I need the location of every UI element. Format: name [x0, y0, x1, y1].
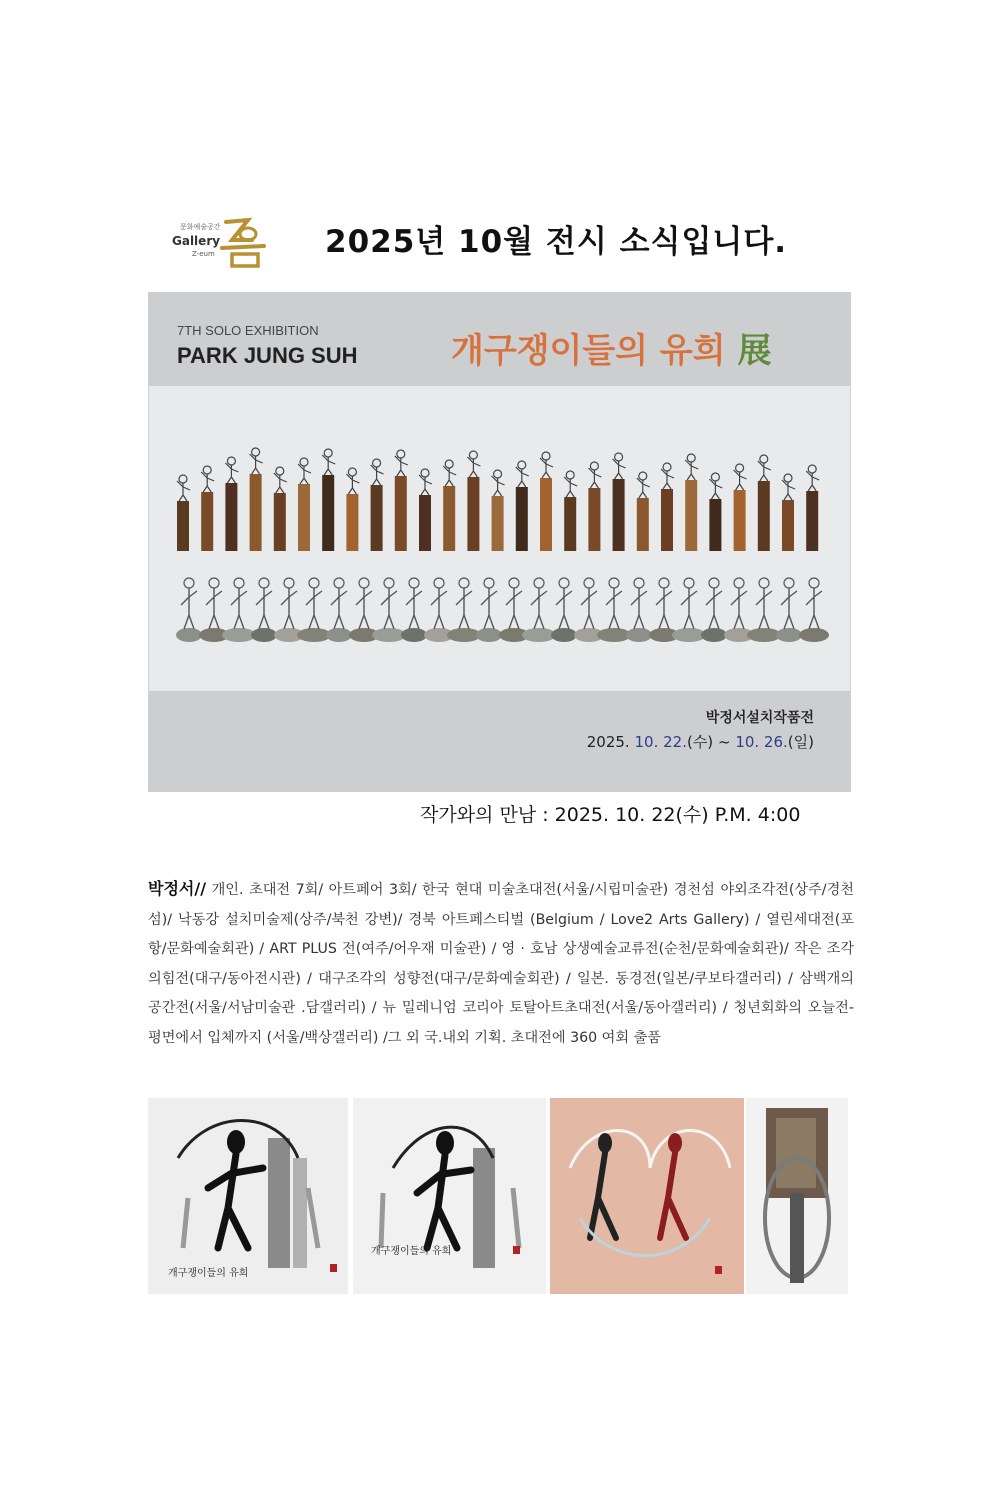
thumb-1-caption: 개구쟁이들의 유희 [168, 1268, 249, 1279]
poster-title-text: 개구쟁이들의 유희 [451, 331, 726, 371]
dates-separator: ~ [717, 733, 731, 751]
figure-head [684, 578, 694, 588]
wood-block [371, 485, 383, 551]
wire-figure [681, 588, 697, 629]
figure-head [409, 578, 419, 588]
wire-figure [306, 588, 322, 629]
wood-block [685, 480, 697, 551]
figure-head [609, 578, 619, 588]
stone [326, 628, 352, 642]
logo-zeum-text: Z-eum [192, 250, 215, 258]
figure-head [711, 473, 719, 481]
stone [747, 628, 781, 642]
figure-head [494, 470, 502, 478]
wood-block [443, 486, 455, 551]
figure-head [459, 578, 469, 588]
figure-head [334, 578, 344, 588]
stone [597, 628, 631, 642]
wire-figure [606, 588, 622, 629]
figure-head [808, 465, 816, 473]
logo-subtext: 문화예술공간 [180, 223, 221, 231]
wood-block [274, 493, 286, 551]
figure-head [209, 578, 219, 588]
wire-figure [806, 471, 819, 491]
wood-block [564, 497, 576, 551]
figure-head [566, 471, 574, 479]
figure-head [373, 459, 381, 467]
wire-figure [613, 459, 626, 479]
figure-head [445, 460, 453, 468]
figure-head [590, 462, 598, 470]
installation-artwork-image [149, 386, 850, 691]
stone [522, 628, 556, 642]
bio-artist-name: 박정서// [148, 879, 207, 898]
wood-block [613, 479, 625, 551]
wood-block [492, 496, 504, 551]
artwork-thumbnail-1 [148, 1098, 348, 1294]
figure-head [259, 578, 269, 588]
painting-dancers-grey-2 [353, 1098, 546, 1294]
gallery-logo [170, 212, 280, 272]
wire-figure [506, 588, 522, 629]
painting-dancers-pink [550, 1098, 744, 1294]
wire-figure [250, 454, 263, 474]
figure-head [659, 578, 669, 588]
wire-figure [581, 588, 597, 629]
wood-block [758, 481, 770, 551]
figure-head [276, 467, 284, 475]
wire-figure [381, 588, 397, 629]
wire-figure [781, 588, 797, 629]
figure-head [359, 578, 369, 588]
wire-figure [395, 456, 408, 476]
poster-exhibition-name: 박정서설치작품전 [705, 710, 814, 726]
stone [447, 628, 481, 642]
figure-head [284, 578, 294, 588]
wire-figure [731, 588, 747, 629]
wire-figure [431, 588, 447, 629]
wire-figure [231, 588, 247, 629]
figure-head [559, 578, 569, 588]
wire-figure [516, 467, 529, 487]
wire-figure [456, 588, 472, 629]
wire-figure [631, 588, 647, 629]
wood-block [637, 498, 649, 551]
wood-block [201, 492, 213, 551]
stone [551, 628, 577, 642]
figure-head [542, 452, 550, 460]
wire-figure [467, 457, 480, 477]
artist-meeting-info: 작가와의 만남 : 2025. 10. 22(수) P.M. 4:00 [420, 804, 801, 826]
wood-block [419, 495, 431, 551]
figure-head [584, 578, 594, 588]
figure-head [784, 474, 792, 482]
figure-head [309, 578, 319, 588]
wire-figure [637, 478, 650, 498]
figure-head [687, 454, 695, 462]
wire-figure [322, 455, 335, 475]
wood-block [322, 475, 334, 551]
wood-block [782, 500, 794, 551]
figure-head [759, 578, 769, 588]
dates-end-day: (일) [787, 733, 814, 751]
figure-head [615, 453, 623, 461]
wire-figure [661, 469, 674, 489]
wood-block [225, 483, 237, 551]
wire-figure [706, 588, 722, 629]
figure-head [384, 578, 394, 588]
stone [401, 628, 427, 642]
wire-figure [492, 476, 505, 496]
dates-start: 10. 22. [634, 733, 687, 751]
wire-figure [531, 588, 547, 629]
figure-head [534, 578, 544, 588]
wire-figure [419, 475, 432, 495]
figure-head [179, 475, 187, 483]
poster-dates [587, 731, 814, 752]
wire-figure [588, 468, 601, 488]
wood-block [806, 491, 818, 551]
wire-figure [298, 464, 311, 484]
figure-head [509, 578, 519, 588]
figure-head [234, 578, 244, 588]
wire-figure [371, 465, 384, 485]
wood-block [177, 501, 189, 551]
wire-figure [331, 588, 347, 629]
logo-zeum-korean-mark [218, 214, 278, 270]
wood-block [467, 477, 479, 551]
figure-head [324, 449, 332, 457]
figure-head [639, 472, 647, 480]
wire-figure [177, 481, 190, 501]
wire-figure [481, 588, 497, 629]
wire-figure [540, 458, 553, 478]
thumb-2-caption: 개구쟁이들의 유희 [371, 1246, 452, 1257]
wire-figure [274, 473, 287, 493]
wire-figure [201, 472, 214, 492]
wire-figure [346, 474, 359, 494]
figure-head [421, 469, 429, 477]
figure-head [300, 458, 308, 466]
wire-figure [564, 477, 577, 497]
wood-block [734, 490, 746, 551]
wood-block [250, 474, 262, 551]
figure-head [348, 468, 356, 476]
poster-subtitle: 7TH SOLO EXHIBITION [177, 323, 319, 338]
wire-figure [782, 480, 795, 500]
stone [701, 628, 727, 642]
dates-end: 10. 26. [735, 733, 788, 751]
bio-text: 개인. 초대전 7회/ 아트페어 3회/ 한국 현대 미술초대전(서울/시립미술관) 경천섬 야외조각전(상주/경천섬)/ 낙동강 설치미술제(상주/북천 강변)/ 경북 아트페스티벌 (Belgium / Love2 Arts Gallery) / 열린세대전(포항/문화예술회관) / ART PLUS 전(여주/어우재 미술관) / 영 · 호남 상생예술교류전(순천/문화예술회관)/ 작은 조각의힘전(대구/동아전시관) / 대구조각의 성향전(대구/문화예술회관) / 일본. 동경전(일본/쿠보타갤러리) / 삼백개의 공간전(서울/서남미술관 .담갤러리) / 뉴 밀레니엄 코리아 토탈아트초대전(서울/동아갤러리) / 청년회화의 오늘전-평면에서 입체까지 (서울/백상갤러리) /그 외 국.내외 기획. 초대전에 360 여회 출품 [148, 882, 854, 1046]
wire-figure [556, 588, 572, 629]
stone [176, 628, 202, 642]
wire-figure [181, 588, 197, 629]
wood-block [395, 476, 407, 551]
artwork-thumbnail-3 [550, 1098, 744, 1294]
logo-gallery-text: Gallery [172, 234, 221, 248]
wire-figure [443, 466, 456, 486]
figure-head [760, 455, 768, 463]
wire-figure [685, 460, 698, 480]
figure-head [469, 451, 477, 459]
exhibition-poster [148, 292, 851, 792]
stone [251, 628, 277, 642]
figure-head [736, 464, 744, 472]
figure-head [397, 450, 405, 458]
wood-block [588, 488, 600, 551]
sculpture-photo [746, 1098, 848, 1294]
poster-title [451, 323, 771, 372]
wood-block [516, 487, 528, 551]
wood-block [661, 489, 673, 551]
wood-block [298, 484, 310, 551]
wire-figure [281, 588, 297, 629]
wire-figure [206, 588, 222, 629]
artwork-thumbnail-2 [353, 1098, 546, 1294]
figure-head [634, 578, 644, 588]
stone [672, 628, 706, 642]
figure-head [663, 463, 671, 471]
poster-footer-band [149, 691, 850, 791]
wire-figure [756, 588, 772, 629]
figure-head [809, 578, 819, 588]
poster-title-han: 展 [737, 331, 772, 371]
dates-start-day: (수) [686, 733, 714, 751]
wire-figure [256, 588, 272, 629]
figure-head [784, 578, 794, 588]
wire-figure [709, 479, 722, 499]
stone [476, 628, 502, 642]
figure-head [484, 578, 494, 588]
dates-year: 2025. [586, 733, 630, 751]
wood-block [540, 478, 552, 551]
poster-artwork [149, 386, 850, 691]
stone [776, 628, 802, 642]
wood-block [709, 499, 721, 551]
stone [297, 628, 331, 642]
poster-artist-name: PARK JUNG SUH [177, 343, 358, 368]
figure-head [184, 578, 194, 588]
wire-figure [406, 588, 422, 629]
poster-header-band [149, 293, 850, 386]
stone [799, 628, 829, 642]
figure-head [252, 448, 260, 456]
stone [626, 628, 652, 642]
figure-head [227, 457, 235, 465]
page-headline: 2025년 10월 전시 소식입니다. [325, 224, 788, 260]
wire-figure [734, 470, 747, 490]
figure-head [734, 578, 744, 588]
wire-figure [656, 588, 672, 629]
stone [222, 628, 256, 642]
figure-head [434, 578, 444, 588]
wire-figure [806, 588, 822, 629]
wire-figure [356, 588, 372, 629]
figure-head [709, 578, 719, 588]
wire-figure [758, 461, 771, 481]
painting-dancers-grey-1 [148, 1098, 348, 1294]
artwork-thumbnail-4 [746, 1098, 848, 1294]
figure-head [203, 466, 211, 474]
stone [372, 628, 406, 642]
wire-figure [225, 463, 238, 483]
wood-block [346, 494, 358, 551]
artist-biography [148, 874, 854, 1054]
figure-head [518, 461, 526, 469]
